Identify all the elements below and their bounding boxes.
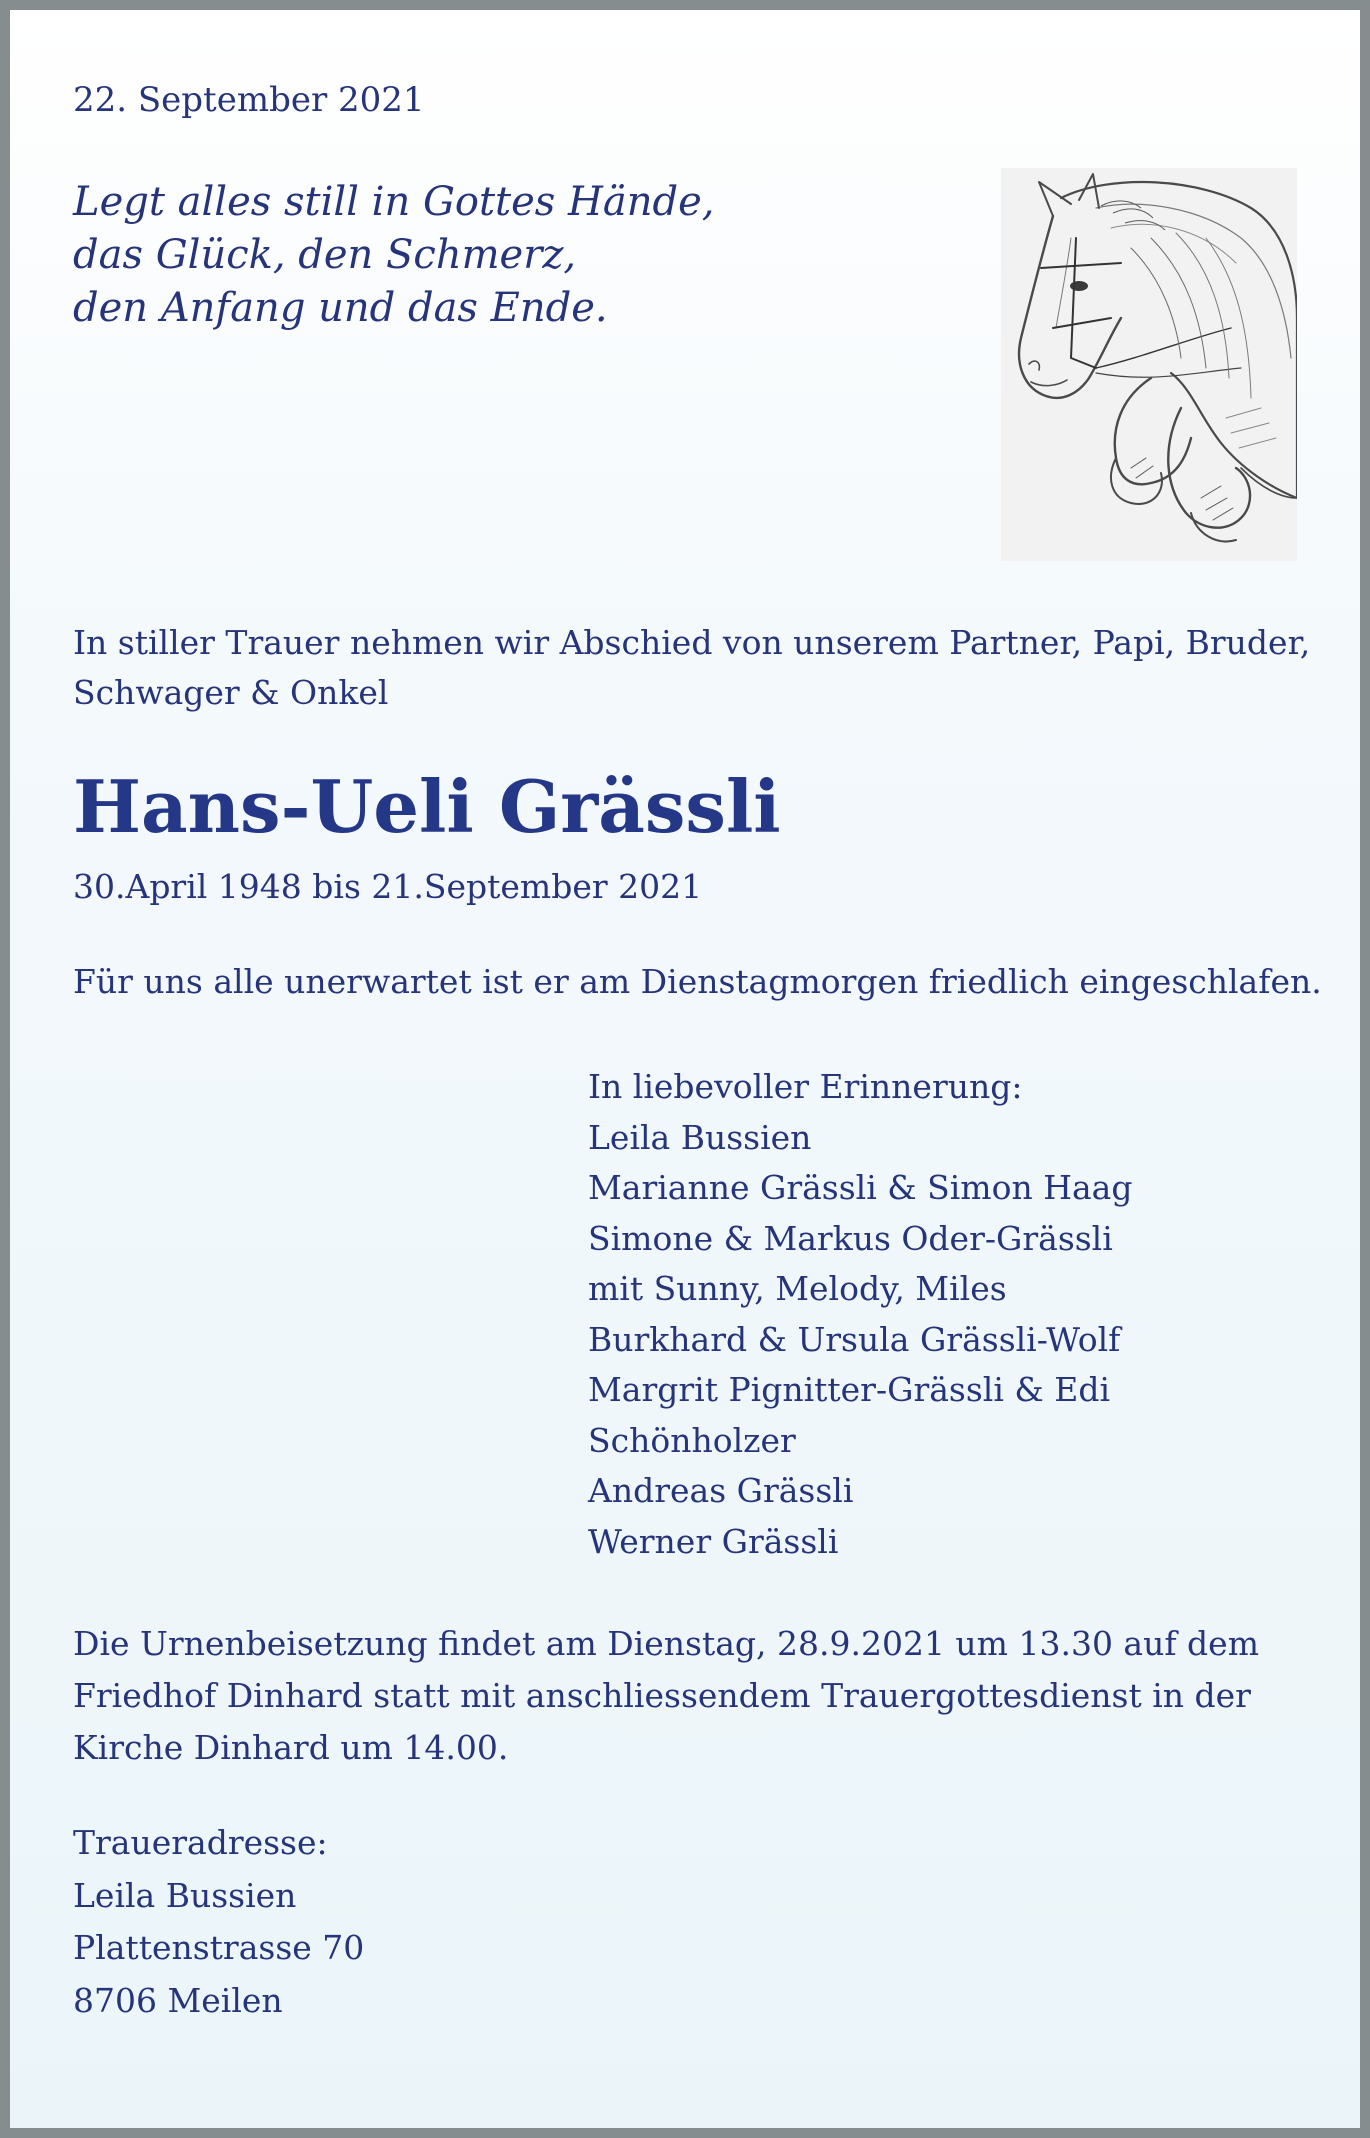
memory-list <box>588 1062 1132 1567</box>
intro-line: Schwager & Onkel <box>73 673 389 712</box>
mourning-address <box>73 1817 364 2027</box>
verse-line: den Anfang und das Ende. <box>73 285 608 331</box>
verse-line: das Glück, den Schmerz, <box>73 232 577 278</box>
intro-text <box>73 618 1310 718</box>
address-line: 8706 Meilen <box>73 1980 283 2020</box>
address-line: Plattenstrasse 70 <box>73 1928 365 1967</box>
horse-sketch-icon <box>1001 168 1297 561</box>
burial-line: Die Urnenbeisetzung findet am Dienstag, 28.9.2021 um 13.30 auf dem <box>73 1624 1260 1663</box>
mourner-name: Leila Bussien <box>588 1117 812 1157</box>
burial-line: Friedhof Dinhard statt mit anschliessendem Trauergottesdienst in der <box>73 1676 1251 1715</box>
burial-line: Kirche Dinhard um 14.00. <box>73 1728 509 1767</box>
mourner-name: mit Sunny, Melody, Miles <box>588 1269 1007 1308</box>
passing-note: Für uns alle unerwartet ist er am Dienstagmorgen friedlich eingeschlafen. <box>73 962 1322 1001</box>
mourner-name: Schönholzer <box>588 1420 796 1460</box>
mourner-name: Margrit Pignitter-Grässli & Edi <box>588 1370 1111 1409</box>
memory-heading: In liebevoller Erinnerung: <box>588 1067 1023 1106</box>
address-line: Leila Bussien <box>73 1875 297 1915</box>
mourner-name: Werner Grässli <box>588 1521 839 1561</box>
lifespan-dates: 30.April 1948 bis 21.September 2021 <box>73 867 703 906</box>
obituary-notice <box>10 10 1360 2128</box>
verse <box>73 176 715 335</box>
mourner-name: Burkhard & Ursula Grässli-Wolf <box>588 1319 1121 1359</box>
intro-line: In stiller Trauer nehmen wir Abschied von unserem Partner, Papi, Bruder, <box>73 623 1311 662</box>
mourner-name: Marianne Grässli & Simon Haag <box>588 1168 1133 1207</box>
burial-info <box>73 1618 1259 1774</box>
mourner-name: Andreas Grässli <box>588 1471 854 1510</box>
mourner-name: Simone & Markus Oder-Grässli <box>588 1218 1113 1258</box>
publication-date: 22. September 2021 <box>73 80 425 120</box>
deceased-name: Hans-Ueli Grässli <box>73 764 781 849</box>
verse-line: Legt alles still in Gottes Hände, <box>73 179 715 225</box>
address-label: Traueradresse: <box>73 1823 328 1862</box>
